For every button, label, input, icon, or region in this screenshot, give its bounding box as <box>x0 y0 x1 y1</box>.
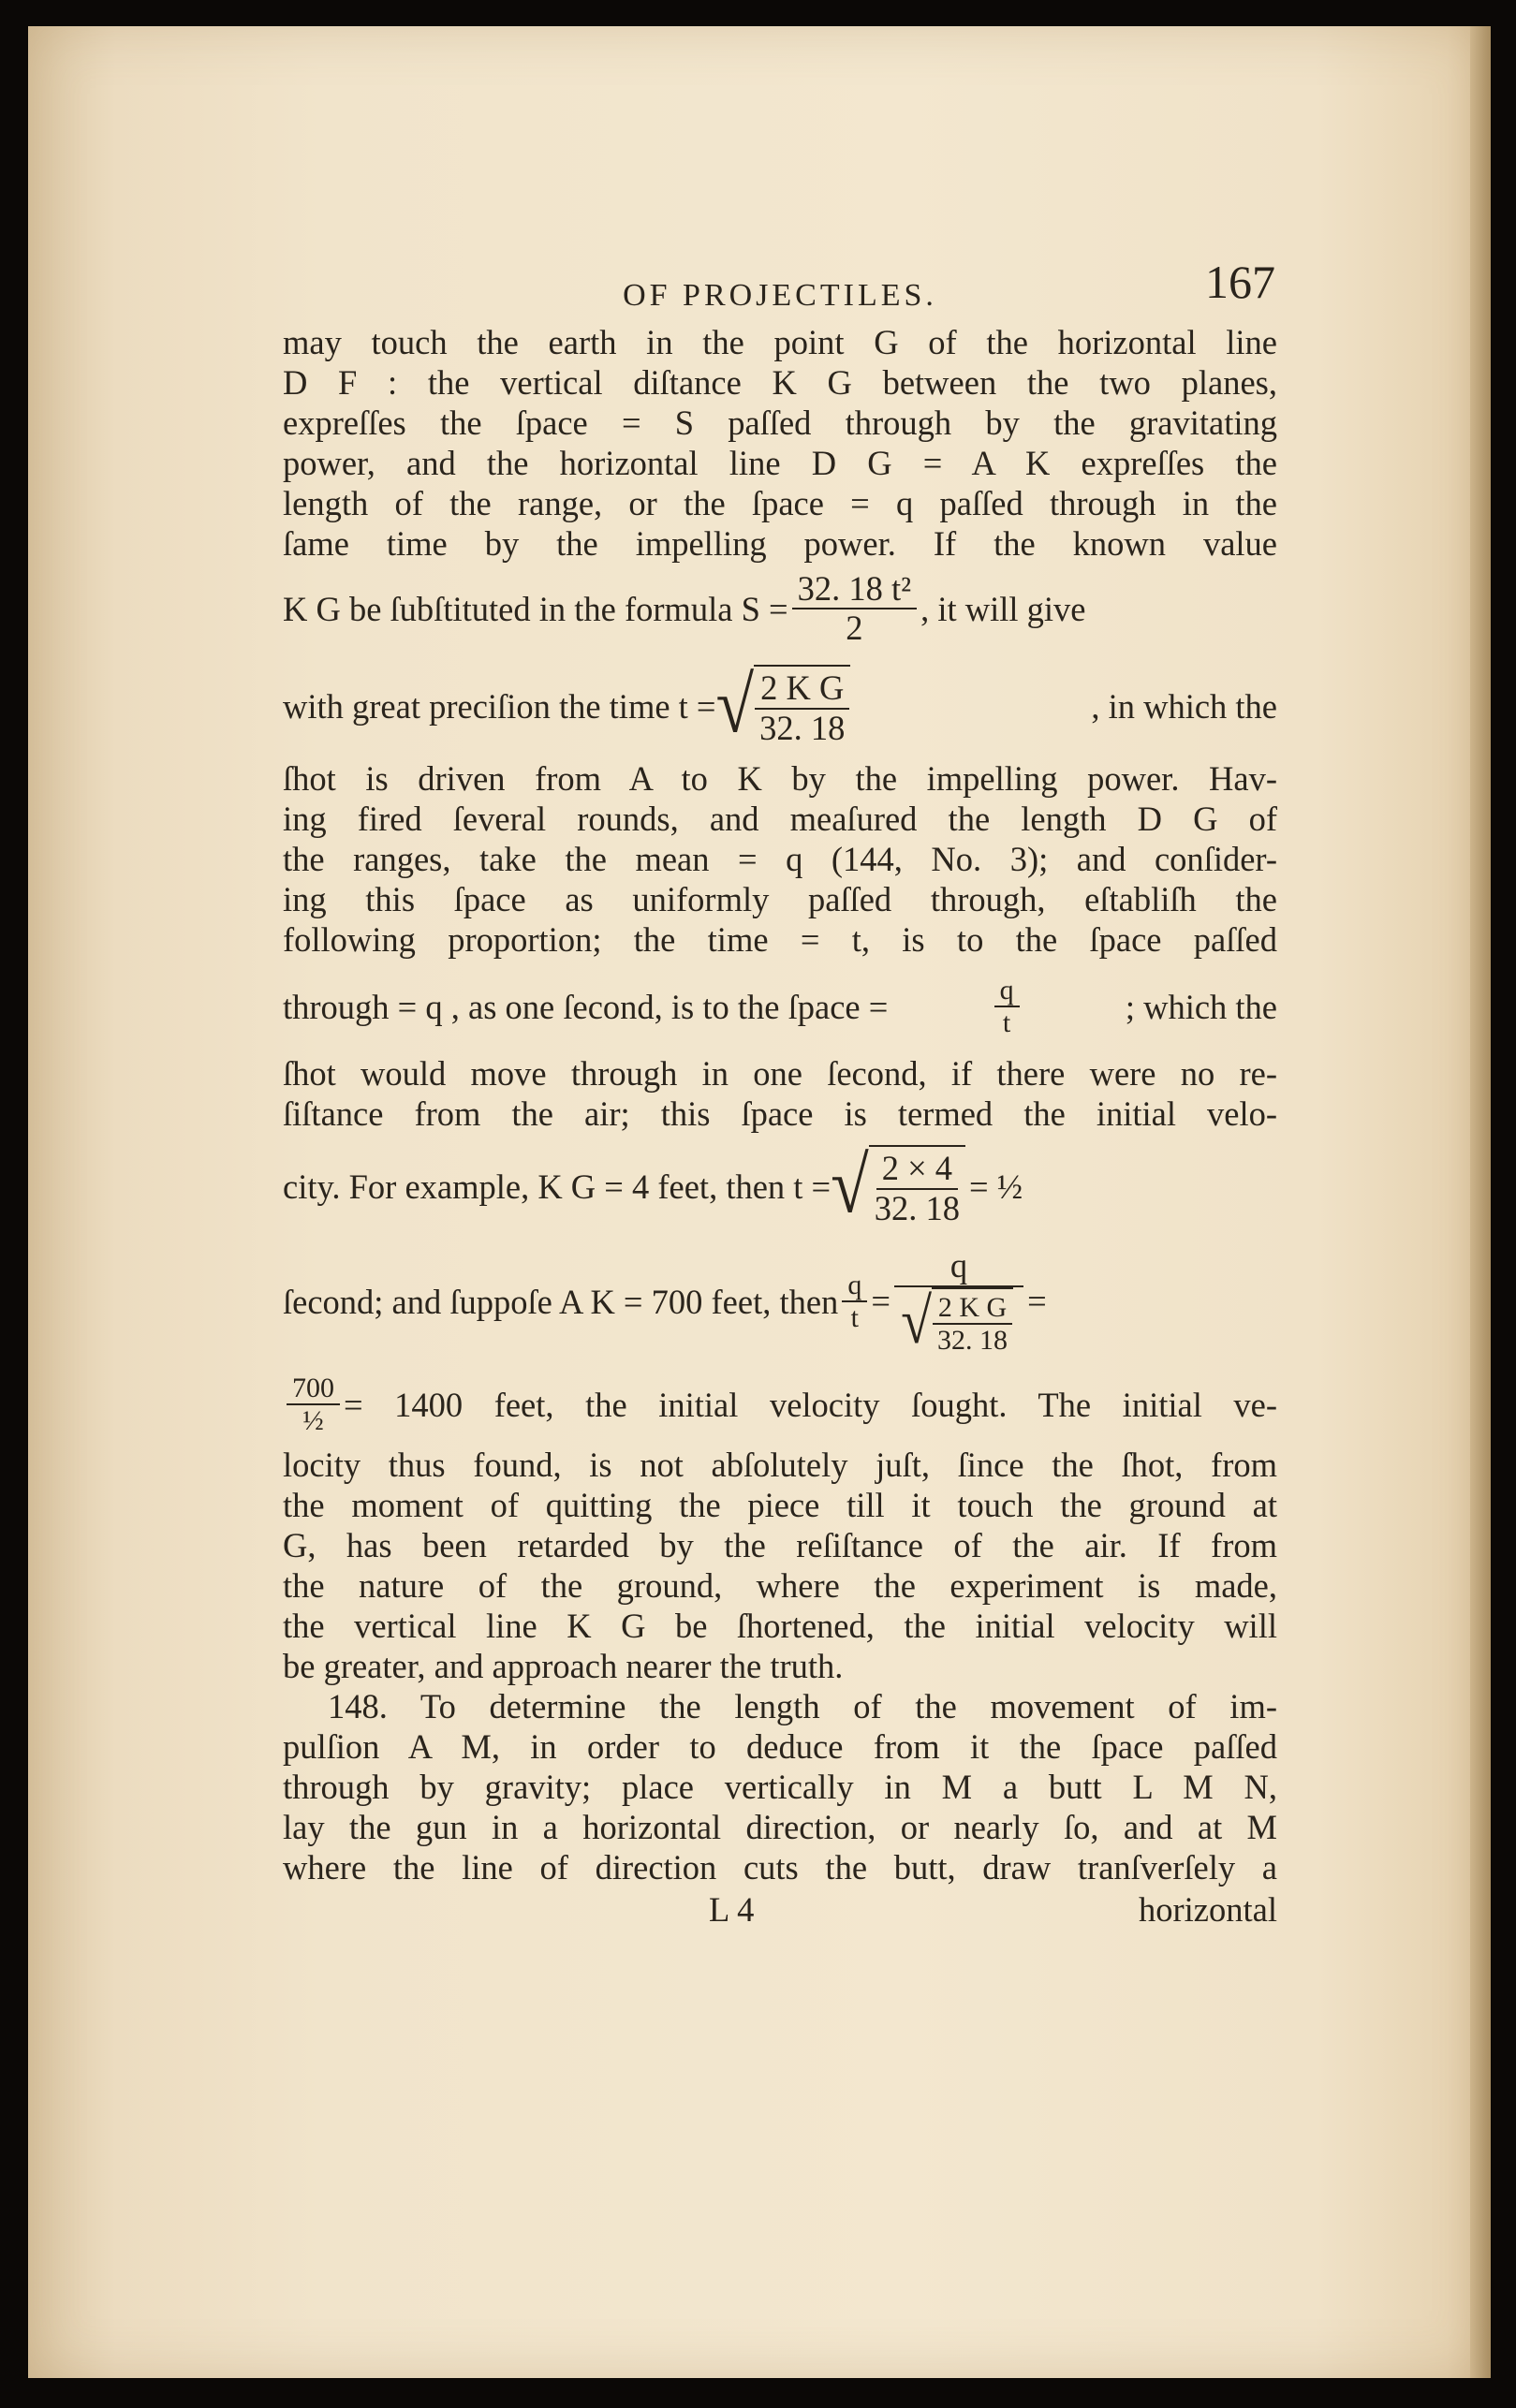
page-number: 167 <box>1205 256 1275 308</box>
equation-lead: ſecond; and ſuppoſe A K = 700 feet, then <box>283 1282 839 1321</box>
text-line: ing this ſpace as uniformly paſſed through, eſtabliſh the <box>283 880 1277 918</box>
catchword: horizontal <box>1139 1890 1277 1929</box>
equation-lead: through = q , as one ſecond, is to the ſpace = <box>283 987 889 1026</box>
text-line: following proportion; the time = t, is to the ſpace paſſed <box>283 920 1277 959</box>
fraction-denominator: 32. 18 <box>874 1188 961 1227</box>
fraction-numerator: 700 <box>287 1373 340 1405</box>
fraction-q-over-t <box>994 975 1020 1038</box>
text-line: through by gravity; place vertically in M a butt L M N, <box>283 1768 1277 1806</box>
fraction-numerator: 2 × 4 <box>876 1150 958 1189</box>
text-line: the vertical line K G be ſhortened, the initial velocity will <box>283 1607 1277 1645</box>
text-line: ſhot would move through in one ſecond, if there were no re- <box>283 1054 1277 1093</box>
text-line: expreſſes the ſpace = S paſſed through by the gravitating <box>283 404 1277 442</box>
page-header <box>283 256 1277 322</box>
fraction-numerator: 2 K G <box>933 1292 1012 1325</box>
text-line: be greater, and approach nearer the truth. <box>283 1647 844 1685</box>
text-line: ſhot is driven from A to K by the impelling power. Hav- <box>283 759 1277 798</box>
fraction-numerator: 32. 18 t² <box>792 570 917 609</box>
fraction-example <box>869 1145 965 1226</box>
text-line: ſame time by the impelling power. If the known value <box>283 524 1277 563</box>
fraction-denominator: 32. 18 <box>937 1324 1008 1356</box>
text-line: the moment of quitting the piece till it touch the ground at <box>283 1486 1277 1524</box>
fraction-numerator: q <box>842 1270 867 1302</box>
equation-lead: with great preciſion the time t = <box>283 686 716 726</box>
equals-sign: = <box>871 1282 890 1321</box>
equation-lead: K G be ſubſtituted in the formula S = <box>283 589 788 628</box>
equation-tail: = 1400 feet, the initial velocity ſought. The initial ve- <box>344 1385 1277 1424</box>
fraction-denominator: 32. 18 <box>759 708 846 747</box>
equation-line-second <box>283 1239 1277 1364</box>
fraction-denominator: t <box>1002 1007 1011 1038</box>
text-line: locity thus found, is not abſolutely juſt, ſince the ſhot, from <box>283 1446 1277 1484</box>
equation-line-example <box>283 1134 1277 1239</box>
paragraph-147 <box>283 322 1277 1686</box>
equation-tail: , it will give <box>920 589 1086 628</box>
radical-sign-icon: √ <box>715 661 755 751</box>
text-line: where the line of direction cuts the butt, draw tranſverſely a <box>283 1848 1277 1887</box>
text-line: the nature of the ground, where the experiment is made, <box>283 1566 1277 1605</box>
equation-line-formula-s <box>283 564 1277 653</box>
square-root <box>901 1287 1017 1356</box>
square-root <box>831 1141 969 1231</box>
fraction-time <box>754 665 850 746</box>
page-footer <box>283 1889 1277 1930</box>
equation-tail: = ½ <box>969 1167 1023 1206</box>
text-line: 148. To determine the length of the movement of im- <box>328 1687 1277 1725</box>
equation-line-result <box>283 1364 1277 1445</box>
text-line: ſiſtance from the air; this ſpace is termed the initial velo- <box>283 1094 1277 1133</box>
running-title: OF PROJECTILES. <box>623 278 937 313</box>
signature-mark: L 4 <box>709 1890 755 1929</box>
fraction-numerator: q <box>994 975 1020 1007</box>
text-line: pulſion A M, in order to deduce from it the ſpace paſſed <box>283 1727 1277 1766</box>
fraction-denominator: ½ <box>302 1405 324 1436</box>
equation-line-velocity <box>283 960 1277 1053</box>
fraction-700-over-half <box>287 1373 340 1436</box>
text-line: may touch the earth in the point G of the horizontal line <box>283 323 1277 361</box>
text-line: ing fired ſeveral rounds, and meaſured the length D G of <box>283 800 1277 838</box>
equation-tail: , in which the <box>1091 686 1277 726</box>
text-line: G, has been retarded by the reſiſtance of the air. If from <box>283 1526 1277 1564</box>
fraction-denominator <box>895 1287 1023 1356</box>
text-line: the ranges, take the mean = q (144, No. 3); and conſider- <box>283 840 1277 878</box>
fraction-numerator: q <box>894 1247 1023 1286</box>
radical-sign-icon: √ <box>901 1285 932 1358</box>
equation-tail: ; which the <box>1125 987 1277 1026</box>
equation-lead: city. For example, K G = 4 feet, then t = <box>283 1167 832 1206</box>
fraction-numerator: 2 K G <box>755 669 849 709</box>
fraction-s <box>792 570 917 647</box>
text-line: power, and the horizontal line D G = A K expreſſes the <box>283 444 1277 482</box>
equation-body <box>838 1246 1277 1358</box>
text-line: lay the gun in a horizontal direction, or nearly ſo, and at M <box>283 1808 1277 1846</box>
fraction-denominator: 2 <box>846 609 863 647</box>
equation-body <box>788 570 1277 647</box>
radical-sign-icon: √ <box>831 1141 869 1231</box>
fraction-denominator: t <box>850 1301 859 1333</box>
square-root <box>715 661 855 751</box>
page-spine-shadow <box>1470 26 1491 2378</box>
equation-body <box>715 661 1277 751</box>
fraction-compound <box>894 1246 1023 1358</box>
fraction-inner <box>932 1287 1013 1356</box>
book-page <box>28 26 1491 2378</box>
fraction-q-over-t <box>842 1270 867 1333</box>
equation-line-time <box>283 653 1277 758</box>
text-line: D F : the vertical diſtance K G between the two planes, <box>283 363 1277 402</box>
equation-tail: = <box>1027 1282 1047 1321</box>
paragraph-148 <box>283 1686 1277 1887</box>
page-text-block <box>283 256 1277 1930</box>
text-line: length of the range, or the ſpace = q paſſed through in the <box>283 484 1277 522</box>
equation-body <box>831 1141 1277 1231</box>
